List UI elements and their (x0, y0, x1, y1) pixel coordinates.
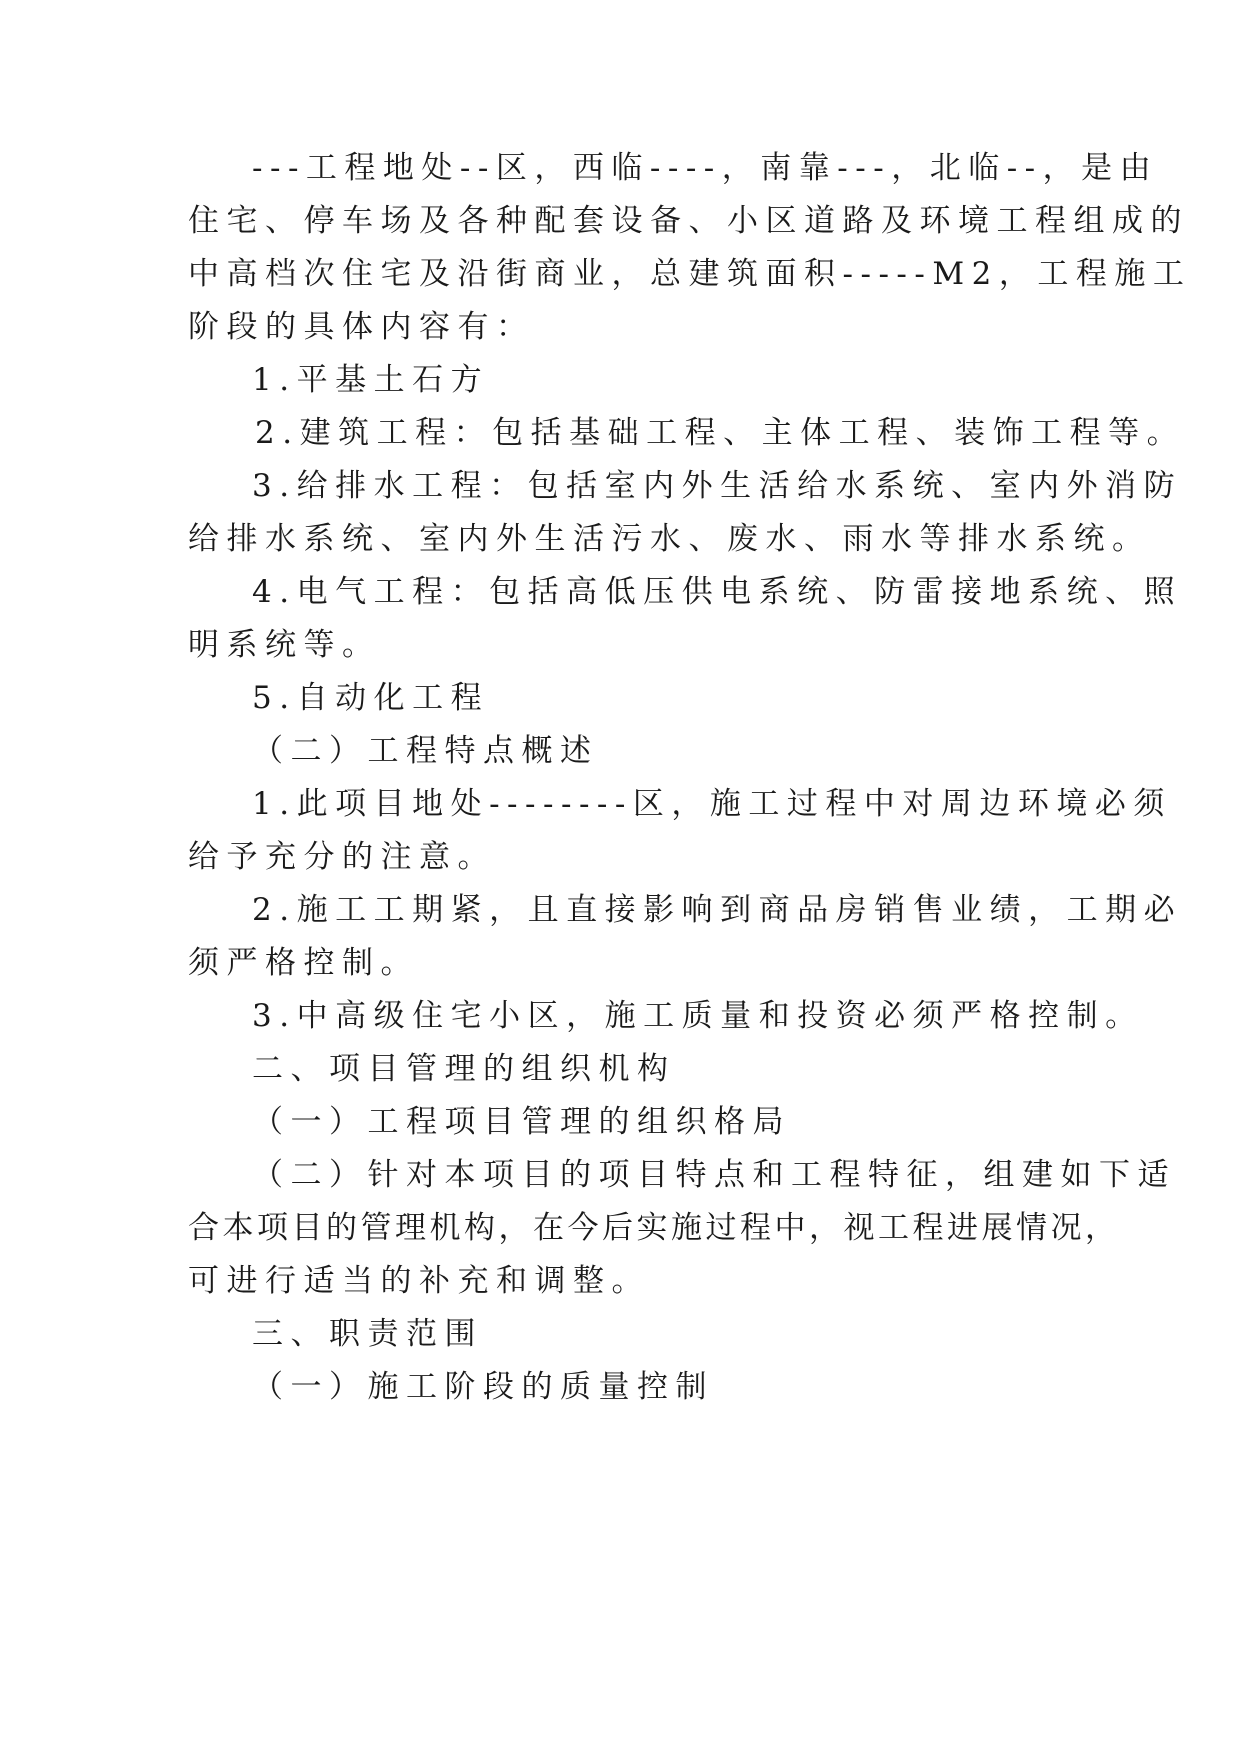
section-heading: （一）施工阶段的质量控制 (252, 1369, 714, 1405)
list-item: 4.电气工程：包括高低压供电系统、防雷接地系统、照 (252, 574, 1183, 610)
section-heading: 二、项目管理的组织机构 (252, 1051, 676, 1087)
paragraph-line: ---工程地处--区，西临----，南靠---，北临--，是由 (252, 150, 1159, 186)
list-item: 2.施工工期紧，且直接影响到商品房销售业绩，工期必 (252, 892, 1183, 928)
paragraph-line: 住宅、停车场及各种配套设备、小区道路及环境工程组成的 (188, 203, 1189, 239)
list-item: 5.自动化工程 (252, 680, 490, 716)
list-item: 1.此项目地处--------区，施工过程中对周边环境必须 (252, 786, 1172, 822)
paragraph-line: 可进行适当的补充和调整。 (188, 1263, 650, 1299)
section-heading: （二）工程特点概述 (252, 733, 599, 769)
section-heading: 三、职责范围 (252, 1316, 483, 1352)
paragraph-line: 给予充分的注意。 (188, 839, 496, 875)
paragraph-line: 须严格控制。 (188, 945, 419, 981)
list-item: 3.给排水工程：包括室内外生活给水系统、室内外消防 (252, 468, 1183, 504)
paragraph-line: 给排水系统、室内外生活污水、废水、雨水等排水系统。 (188, 521, 1151, 557)
list-item: 3.中高级住宅小区，施工质量和投资必须严格控制。 (252, 998, 1144, 1034)
list-item: 2.建筑工程：包括基础工程、主体工程、装饰工程等。 (255, 415, 1186, 451)
paragraph-line: 合本项目的管理机构，在今后实施过程中，视工程进展情况， (188, 1210, 1120, 1246)
paragraph-line: 中高档次住宅及沿街商业，总建筑面积-----M2，工程施工 (188, 256, 1192, 292)
list-item: 1.平基土石方 (252, 362, 490, 398)
paragraph-line: 明系统等。 (188, 627, 381, 663)
paragraph-line: 阶段的具体内容有： (188, 309, 535, 345)
paragraph-line: （二）针对本项目的项目特点和工程特征，组建如下适 (252, 1157, 1176, 1193)
section-heading: （一）工程项目管理的组织格局 (252, 1104, 791, 1140)
